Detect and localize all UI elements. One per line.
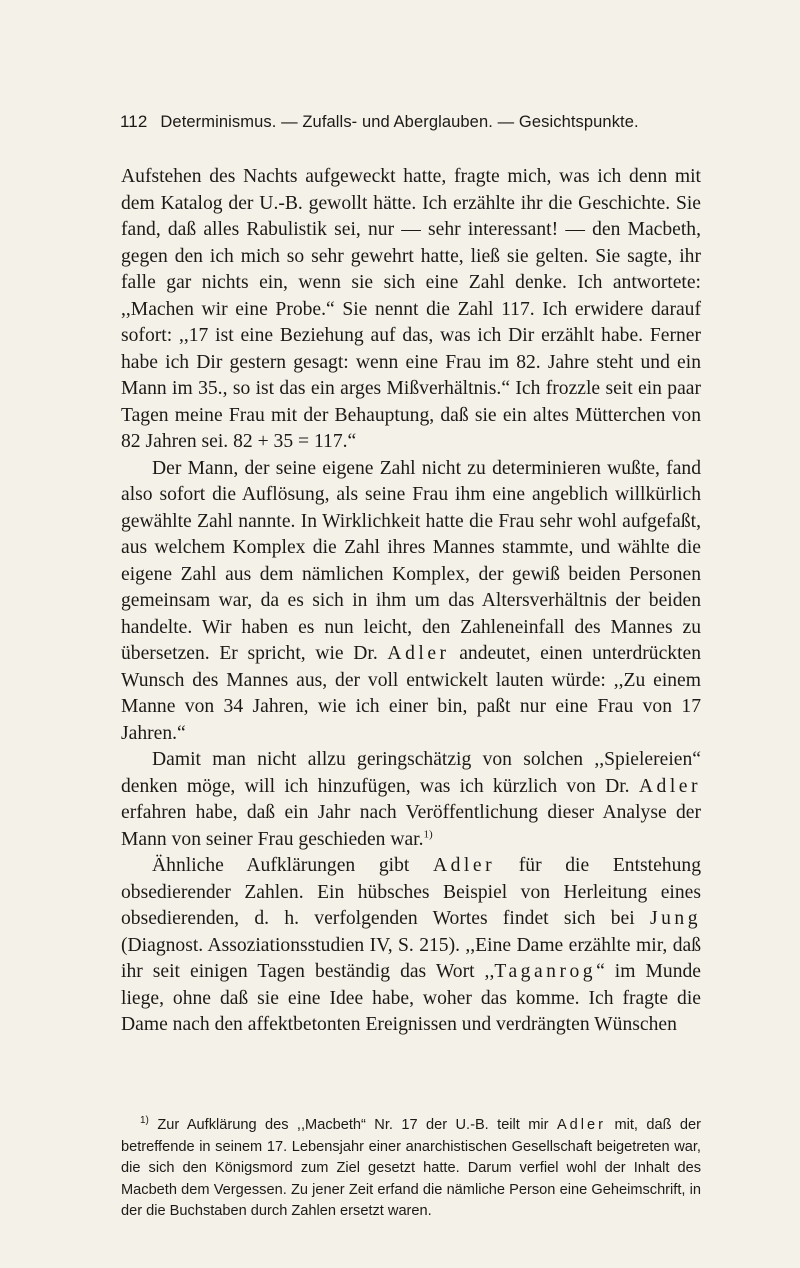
paragraph-4-text-d: “ im Munde liege, ohne daß sie eine Idee habe, woher das komme. Ich fragte die Dame nach den affektbetonten Ereignissen und verdrängten Wünschen: [121, 961, 702, 1035]
page-number: 112: [120, 112, 148, 131]
running-header: [120, 112, 700, 132]
paragraph-1-text: Aufstehen des Nachts aufgeweckt hatte, fragte mich, was ich denn mit dem Katalog der U.-B. gewollt hätte. Ich erzählte ihr die Geschichte. Sie fand, daß alles Rabulistik sei, nur — sehr interessant! — den Macbeth, gegen den ich mich so sehr gewehrt hatte, ließ sie gelten. Sie sagte, ihr falle gar nichts ein, wenn sie sich eine Zahl denke. Ich antwortete: ,,Machen wir eine Probe.“ Sie nennt die Zahl 117. Ich erwidere darauf sofort: ,,17 ist eine Beziehung auf das, was ich Dir erzählt habe. Ferner habe ich Dir gestern gesagt: wenn eine Frau im 82. Jahre steht und ein Mann im 35., so ist das ein arges Mißverhältnis.“ Ich frozzle seit ein paar Tagen meine Frau mit der Behauptung, daß sie ein altes Mütterchen von 82 Jahren sei. 82 + 35 = 117.“: [121, 166, 701, 452]
footnote-reference[interactable]: 1): [423, 827, 433, 840]
paragraph-1: [121, 164, 701, 456]
footnote-paragraph: [121, 1115, 701, 1223]
paragraph-2-text-b: andeutet, einen unterdrückten Wunsch des Mannes aus, der voll entwickelt lauten würde: ,,Zu einem Manne von 34 Jahren, wie ich einer bin, paßt nur eine Frau von 17 Jahren.“: [121, 643, 702, 744]
author-name-adler: Adler: [387, 643, 450, 664]
footnote-text-b: mit, daß der betreffende in seinem 17. Lebensjahr einer anarchistischen Gesellschaft beigetreten war, die sich den Königsmord zum Ziel gesetzt hatte. Darum verfiel wohl der Inhalt des Macbeth dem Vergessen. Zu jener Zeit erfand die nämliche Person eine Geheimschrift, in der die Buchstaben durch Zahlen ersetzt waren.: [121, 1117, 702, 1219]
running-title: Determinismus. — Zufalls- und Aberglauben. — Gesichtspunkte.: [160, 113, 639, 131]
footnote-text-a: Zur Aufklärung des ,,Macbeth“ Nr. 17 der U.-B. teilt mir: [157, 1117, 549, 1133]
paragraph-3: [121, 747, 701, 853]
spaced-word-taganrog: Taganrog: [494, 961, 597, 982]
footnote: [121, 1115, 701, 1223]
body-text: [121, 164, 701, 1039]
footnote-marker: 1): [140, 1115, 149, 1127]
paragraph-2-text-a: Der Mann, der seine eigene Zahl nicht zu determinieren wußte, fand also sofort die Auflösung, als seine Frau ihm eine angeblich willkürlich gewählte Zahl nannte. In Wirklichkeit hatte die Frau sehr wohl aufgefaßt, aus welchem Komplex die Zahl ihres Mannes stammte, und wählte die eigene Zahl aus dem nämlichen Komplex, der gewiß beiden Personen gemeinsam war, da es sich in ihm um das Altersverhältnis der beiden handelte. Wir haben es nun leicht, den Zahleneinfall des Mannes zu übersetzen. Er spricht, wie Dr.: [121, 457, 701, 664]
author-name-adler: Adler: [432, 855, 496, 876]
paragraph-4: [121, 853, 701, 1039]
paragraph-3-text-b: erfahren habe, daß ein Jahr nach Veröffentlichung dieser Analyse der Mann von seiner Frau geschieden war.: [121, 802, 701, 850]
paragraph-4-text-b: für die Entstehung obsedierender Zahlen. Ein hübsches Beispiel von Herleitung eines obsedierenden, d. h. verfolgenden Wortes findet sich bei: [121, 855, 701, 929]
author-name-jung: Jung: [649, 908, 701, 929]
paragraph-4-text-a: Ähnliche Aufklärungen gibt: [152, 855, 410, 876]
paragraph-2: [121, 456, 701, 748]
author-name-adler: Adler: [638, 775, 701, 797]
author-name-adler: Adler: [556, 1117, 607, 1133]
paragraph-3-text-a: Damit man nicht allzu geringschätzig von solchen ,,Spielereien“ denken möge, will ich hinzufügen, was ich kürzlich von Dr.: [121, 749, 701, 797]
paragraph-4-text-c: (Diagnost. Assoziationsstudien IV, S. 215). ,,Eine Dame erzählte mir, daß ihr seit einigen Tagen beständig das Wort ,,: [121, 934, 701, 982]
